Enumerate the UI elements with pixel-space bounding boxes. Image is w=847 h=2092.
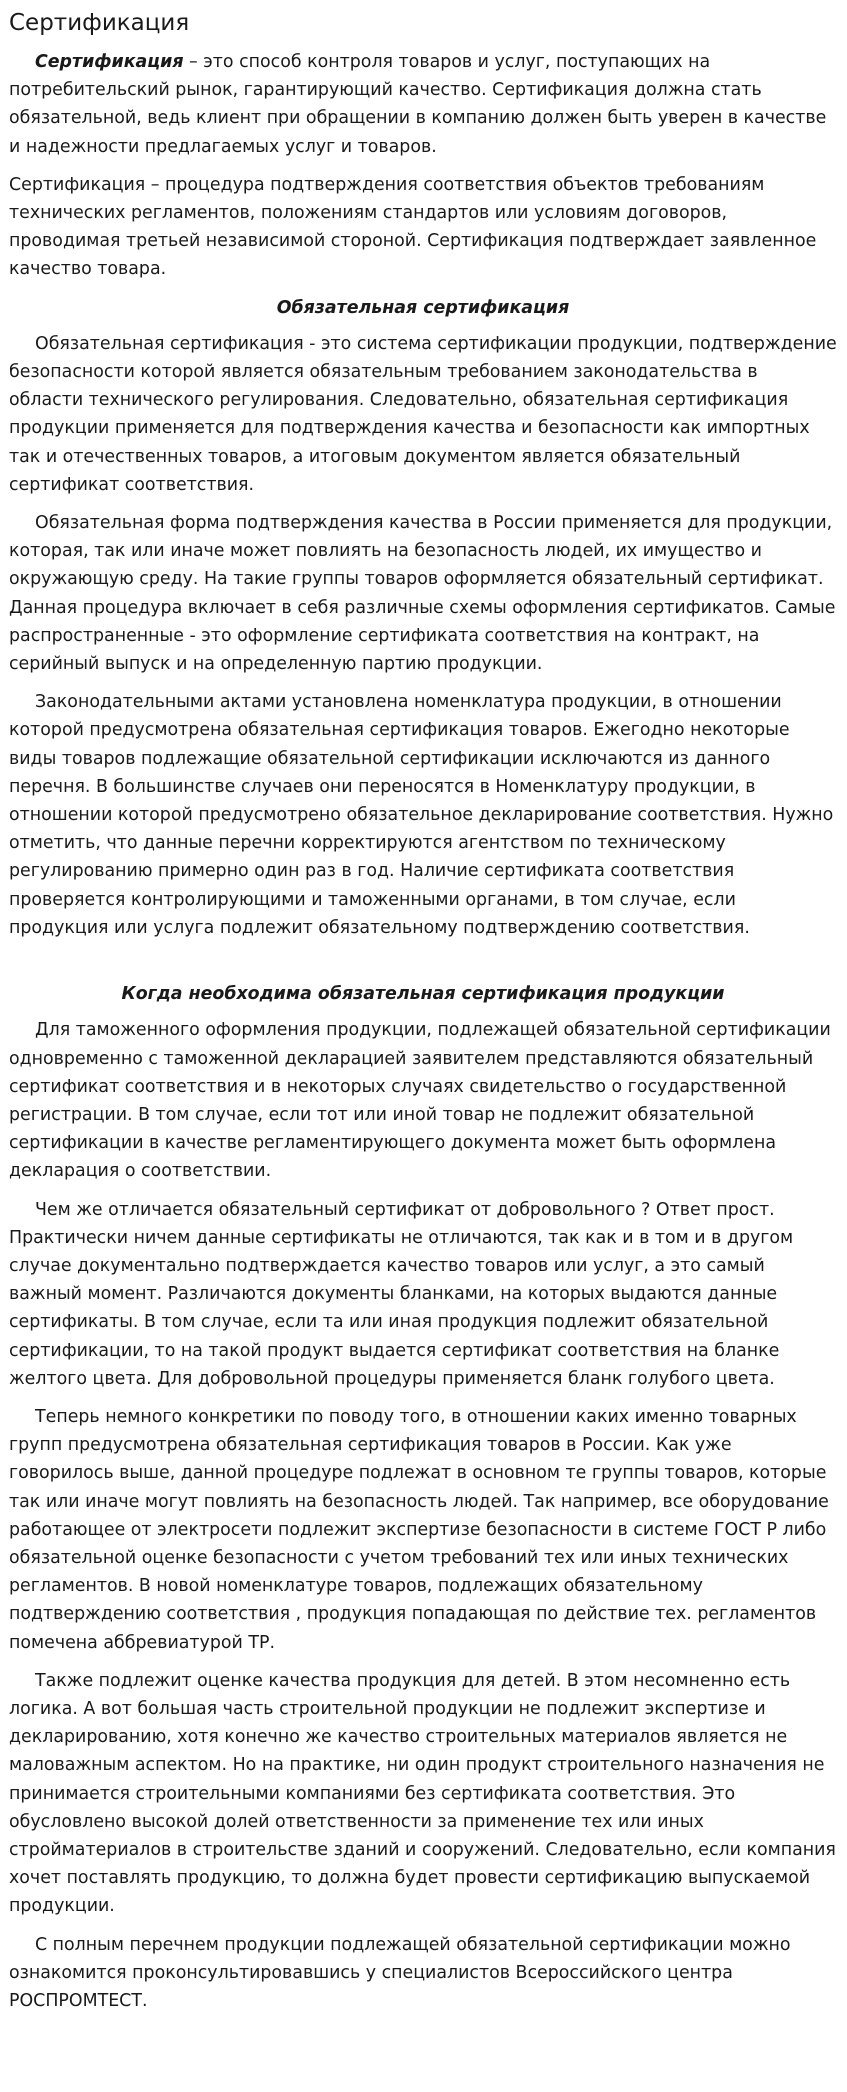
- section2-paragraph: Чем же отличается обязательный сертификат от добровольного ? Ответ прост. Практически ничем данные сертификаты не отличаются, так как и в том и в другом случае документально подтверждается качество товаров или услуг, а это самый важный момент. Различаются документы бланками, на которых выдаются данные сертификаты. В том случае, если та или иная продукция подлежит обязательной сертификации, то на такой продукт выдается сертификат соответствия на бланке желтого цвета. Для добровольной процедуры применяется бланк голубого цвета.: [9, 1199, 794, 1389]
- section1-paragraph: Обязательная сертификация - это система сертификации продукции, подтверждение безопасности которой является обязательным требованием законодательства в области технического регулирования. Следовательно, обязательная сертификация продукции применяется для подтверждения качества и безопасности как импортных так и отечественных товаров, а итоговым документом является обязательный сертификат соответствия.: [9, 333, 837, 495]
- intro-term: Сертификация: [35, 52, 184, 72]
- section-heading-mandatory: Обязательная сертификация: [276, 297, 570, 318]
- section-heading-when-needed: Когда необходима обязательная сертификация продукции: [121, 984, 725, 1005]
- section2-paragraph: Также подлежит оценке качества продукция для детей. В этом несомненно есть логика. А вот большая часть строительной продукции не подлежит экспертизе и декларированию, хотя конечно же качество строительных материалов является не маловажным аспектом. Но на практике, ни один продукт строительного назначения не принимается строительными компаниями без сертификата соответствия. Это обусловлено высокой долей ответственности за применение тех или иных стройматериалов в строительстве зданий и сооружений. Следовательно, если компания хочет поставлять продукцию, то должна будет провести сертификацию выпускаемой продукции.: [9, 1670, 836, 1917]
- intro-text: – это способ контроля товаров и услуг, поступающих на потребительский рынок, гарантирующий качество. Сертификация должна стать обязательной, ведь клиент при обращении в компанию должен быть уверен в качестве и надежности предлагаемых услуг и товаров.: [9, 52, 827, 157]
- section-spacer: [9, 952, 837, 980]
- section1-paragraph: Законодательными актами установлена номенклатура продукции, в отношении которой предусмотрена обязательная сертификация товаров. Ежегодно некоторые виды товаров подлежащие обязательной сертификации исключаются из данного перечня. В большинстве случаев они переносятся в Номенклатуру продукции, в отношении которой предусмотрено обязательное декларирование соответствия. Нужно отметить, что данные перечни корректируются агентством по техническому регулированию примерно один раз в год. Наличие сертификата соответствия проверяется контролирующими и таможенными органами, в том случае, если продукция или услуга подлежит обязательному подтверждению соответствия.: [9, 692, 834, 938]
- section2-paragraph: С полным перечнем продукции подлежащей обязательной сертификации можно ознакомится проконсультировавшись у специалистов Всероссийского центра РОСПРОМТЕСТ.: [9, 1934, 791, 2011]
- intro-paragraph: [9, 48, 837, 161]
- section2-paragraph: Теперь немного конкретики по поводу того, в отношении каких именно товарных групп предусмотрена обязательная сертификация товаров в России. Как уже говорилось выше, данной процедуре подлежат в основном те группы товаров, которые так или иначе могут повлиять на безопасность людей. Так например, все оборудование работающее от электросети подлежит экспертизе безопасности в системе ГОСТ Р либо обязательной оценке безопасности с учетом требований тех или иных технических регламентов. В новой номенклатуре товаров, подлежащих обязательному подтверждению соответствия , продукция попадающая по действие тех. регламентов помечена аббревиатурой ТР.: [9, 1406, 829, 1653]
- section1-paragraph: Обязательная форма подтверждения качества в России применяется для продукции, которая, так или иначе может повлиять на безопасность людей, их имущество и окружающую среду. На такие группы товаров оформляется обязательный сертификат. Данная процедура включает в себя различные схемы оформления сертификатов. Самые распространенные - это оформление сертификата соответствия на контракт, на серийный выпуск и на определенную партию продукции.: [9, 513, 836, 675]
- page-title: Сертификация: [9, 10, 190, 36]
- section2-paragraph: Для таможенного оформления продукции, подлежащей обязательной сертификации одновременно с таможенной декларацией заявителем представляются обязательный сертификат соответствия и в некоторых случаях свидетельство о государственной регистрации. В том случае, если тот или иной товар не подлежит обязательной сертификации в качестве регламентирующего документа может быть оформлена декларация о соответствии.: [9, 1020, 831, 1182]
- definition-paragraph: Сертификация – процедура подтверждения соответствия объектов требованиям технических регламентов, положениям стандартов или условиям договоров, проводимая третьей независимой стороной. Сертификация подтверждает заявленное качество товара.: [9, 174, 817, 280]
